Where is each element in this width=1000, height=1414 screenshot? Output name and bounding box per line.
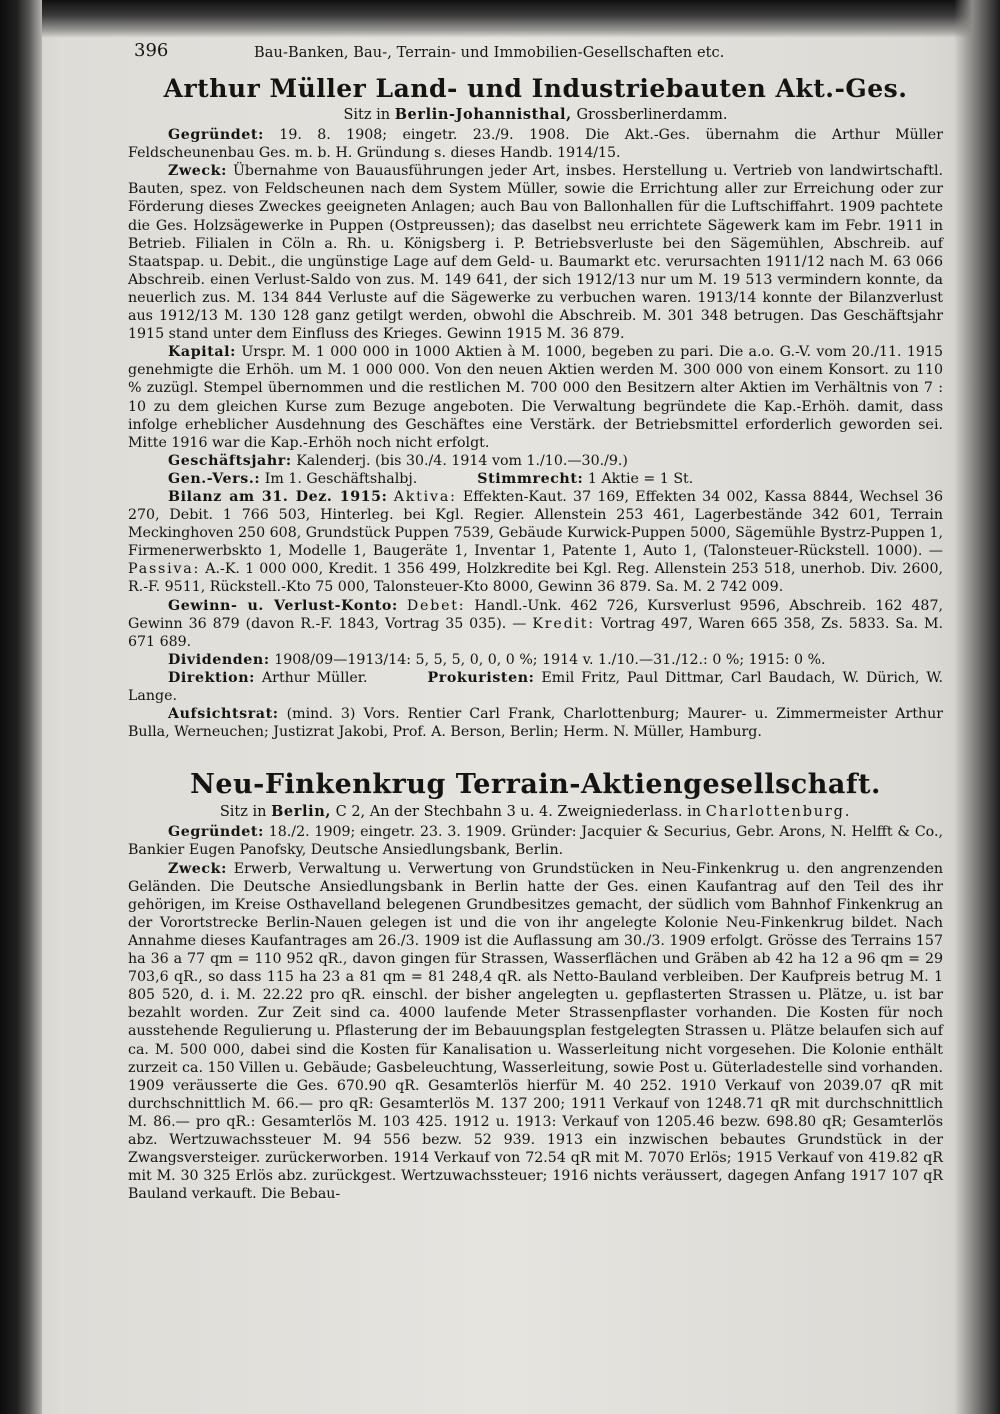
entry-kapital: Kapital: Urspr. M. 1 000 000 in 1000 Aktien à M. 1000, begeben zu pari. Die a.o. G.-V. vom 20./11. 1915 genehmigte die Erhöh. um M. 1 000 000. Von den neuen Aktien werden M. 300 000 von einem Konsort. zu 110 % zuzügl. Stempel übernommen und die restlichen M. 700 000 den Besitzern alter Aktien im Verhältnis von 7 : 10 zu dem gleichen Kurse zum Bezuge angeboten. Die Verwaltung begründete die Kap.-Erhöh. damit, dass infolge erheblicher Ausdehnung des Geschäftes eine Verstärk. der Betriebsmittel erforderlich geworden sei. Mitte 1916 war die Kap.-Erhöh noch nicht erfolgt. <box>128 344 943 451</box>
company-title: Neu-Finkenkrug Terrain-Aktiengesellschaft. <box>190 769 881 801</box>
page-number: 396 <box>134 40 169 61</box>
entry-aufsichtsrat: Aufsichtsrat: (mind. 3) Vors. Rentier Carl Frank, Charlottenburg; Maurer- u. Zimmermeister Arthur Bulla, Werneuchen; Justizrat Jakobi, Prof. A. Berson, Berlin; Herm. N. Müller, Hamburg. <box>128 706 943 741</box>
company-entry-arthur-mueller <box>128 74 943 741</box>
entry-zweck: Zweck: Übernahme von Bauausführungen jeder Art, insbes. Herstellung u. Vertrieb von landwirtschaftl. Bauten, spez. von Feldscheunen nach dem System Müller, sowie die Errichtung aller zur Erreichung oder zur Förderung dieses Zweckes geeigneten Anlagen; auch Bau von Ballonhallen für die Luftschiffahrt. 1909 pachtete die Ges. Holzsägewerke in Puppen (Ostpreussen); das daselbst neu errichtete Sägewerk kam im Febr. 1911 in Betrieb. Filialen in Cöln a. Rh. u. Königsberg i. P. Betriebsverluste bei den Sägemühlen, Abschreib. auf Staatspap. u. Debit., die ungünstige Lage auf dem Geld- u. Baumarkt etc. verursachten 1911/12 nach M. 63 066 Abschreib. einen Verlust-Saldo von zus. M. 149 641, der sich 1912/13 nur um M. 19 513 vermindern konnte, da neuerlich zus. M. 134 844 Verluste auf die Sägewerke zu verbuchen waren. 1913/14 konnte der Bilanzverlust aus 1912/13 M. 130 128 ganz getilgt werden, obwohl die Abschreib. M. 301 348 betrugen. Das Geschäftsjahr 1915 stand unter dem Einfluss des Krieges. Gewinn 1915 M. 36 879. <box>128 163 943 343</box>
entry-gen-vers: Gen.-Vers.: Im 1. Geschäftshalbj. Stimmrecht: 1 Aktie = 1 St. <box>168 470 694 487</box>
binding-shadow-top <box>0 0 1000 38</box>
entry-gegruendet: Gegründet: 18./2. 1909; eingetr. 23. 3. 1909. Gründer: Jacquier & Securius, Gebr. Arons, N. Helfft & Co., Bankier Eugen Panofsky, Deutsche Ansiedlungsbank, Berlin. <box>128 824 943 859</box>
prokuristen-label: Prokuristen: <box>427 669 535 686</box>
entry-gegruendet: Gegründet: 19. 8. 1908; eingetr. 23./9. 1908. Die Akt.-Ges. übernahm die Arthur Müller Feldscheunenbau Ges. m. b. H. Gründung s. dieses Handb. 1914/15. <box>128 127 943 162</box>
entry-geschaeftsjahr: Geschäftsjahr: Kalenderj. (bis 30./4. 1914 vom 1./10.—30./9.) <box>168 452 628 469</box>
company-entry-neu-finkenkrug <box>128 769 943 1203</box>
entry-bilanz: Bilanz am 31. Dez. 1915: Aktiva: Effekten-Kaut. 37 169, Effekten 34 002, Kassa 8844, Wechsel 36 270, Debit. 1 766 503, Hinterleg. bei Kgl. Regier. Allenstein 253 461, Lagerbestände 342 601, Terrain Meckinghoven 250 608, Grundstück Puppen 7539, Gebäude Kurwick-Puppen 5000, Sägemühle Bystrz-Puppen 1, Firmenerwerbskto 1, Modelle 1, Baugeräte 1, Inventar 1, Patente 1, Auto 1, (Talonsteuer-Rückstell. 1000). — Passiva: A.-K. 1 000 000, Kredit. 1 356 499, Holzkredite bei Kgl. Reg. Allenstein 253 518, unerhob. Div. 2600, R.-F. 9511, Rückstell.-Kto 75 000, Talonsteuer-Kto 8000, Gewinn 36 879. Sa. M. 2 742 009. <box>128 488 943 596</box>
page-content <box>128 36 943 1406</box>
entry-direktion: Direktion: Arthur Müller. Prokuristen: Emil Fritz, Paul Dittmar, Carl Baudach, W. Dürich, W. Lange. <box>128 669 943 704</box>
running-header <box>128 36 943 62</box>
seat-city: Berlin-Johannisthal, <box>394 106 572 123</box>
binding-shadow-right <box>954 0 1000 1414</box>
company-seat: Sitz in Berlin-Johannisthal, Grossberlinerdamm. <box>343 106 728 123</box>
company-seat: Sitz in Berlin, C 2, An der Stechbahn 3 u. 4. Zweigniederlass. in Charlottenburg. <box>219 803 852 821</box>
entry-zweck: Zweck: Erwerb, Verwaltung u. Verwertung von Grundstücken in Neu-Finkenkrug u. den angrenzenden Geländen. Die Deutsche Ansiedlungsbank in Berlin hatte der Ges. einen Kaufantrag auf den Teil des ihr gehörigen, im Kreise Osthavelland belegenen Grundbesitzes gemacht, der südlich vom Bahnhof Finkenkrug an der Vorortstrecke Berlin-Nauen gelegen ist und die von ihr angelegte Kolonie Neu-Finkenkrug bildet. Nach Annahme dieses Kaufantrages am 26./3. 1909 ist die Auflassung am 30./3. 1909 erfolgt. Grösse des Terrains 157 ha 36 a 77 qm = 110 952 qR., davon gingen für Strassen, Wasserflächen und Gräben ab 42 ha 12 a 96 qm = 29 703,6 qR., so dass 115 ha 23 a 81 qm = 81 248,4 qR. als Netto-Bauland verbleiben. Der Kaufpreis betrug M. 1 805 520, d. i. M. 22.22 pro qR. einschl. der bisher angelegten u. gepflasterten Strassen u. Plätze, u. ist bar bezahlt worden. Zur Zeit sind ca. 4000 laufende Meter Strassenpflaster vorhanden. Die Kosten für noch ausstehende Regulierung u. Pflasterung der im Bebauungsplan festgelegten Strassen u. Plätze belaufen sich auf ca. M. 500 000, dabei sind die Kosten für Kanalisation u. Wasserleitung nicht vorgesehen. Die Kolonie enthält zurzeit ca. 150 Villen u. Gebäude; Gasbeleuchtung, Wasserleitung, sowie Post u. Güterladestelle sind vorhanden. 1909 veräusserte die Ges. 670.90 qR. Gesamterlös hierfür M. 40 252. 1910 Verkauf von 2039.07 qR mit durchschnittlich M. 66.— pro qR: Gesamterlös M. 137 200; 1911 Verkauf von 1248.71 qR mit durchschnittlich M. 86.— pro qR.: Gesamterlös M. 103 425. 1912 u. 1913: Verkauf von 1205.46 bezw. 698.80 qR; Gesamterlös abz. Wertzuwachssteuer M. 94 556 bezw. 52 939. 1913 ein inzwischen bebautes Grundstück in der Zwangsversteiger. zurückerworben. 1914 Verkauf von 72.54 qR mit M. 7070 Erlös; 1915 Verkauf von 419.82 qR mit M. 30 325 Erlös abz. zurückgest. Wertzuwachssteuer; 1916 nichts veräussert, dagegen Anfang 1917 107 qR Bauland verkauft. Die Bebau- <box>128 860 943 1203</box>
running-title: Bau-Banken, Bau-, Terrain- und Immobilien-Gesellschaften etc. <box>254 45 725 61</box>
seat-city: Berlin, <box>271 803 331 821</box>
binding-shadow-left <box>0 0 42 1414</box>
entry-dividenden: Dividenden: 1908/09—1913/14: 5, 5, 5, 0, 0, 0 %; 1914 v. 1./10.—31./12.: 0 %; 1915: 0 %. <box>168 651 826 668</box>
company-title: Arthur Müller Land- und Industriebauten Akt.-Ges. <box>163 74 908 103</box>
entry-gewinn-verlust: Gewinn- u. Verlust-Konto: Debet: Handl.-Unk. 462 726, Kursverlust 9596, Abschreib. 162 487, Gewinn 36 879 (davon R.-F. 1843, Vortrag 35 035). — Kredit: Vortrag 497, Waren 665 358, Zs. 5833. Sa. M. 671 689. <box>128 597 944 650</box>
stimmrecht-label: Stimmrecht: <box>477 470 584 487</box>
